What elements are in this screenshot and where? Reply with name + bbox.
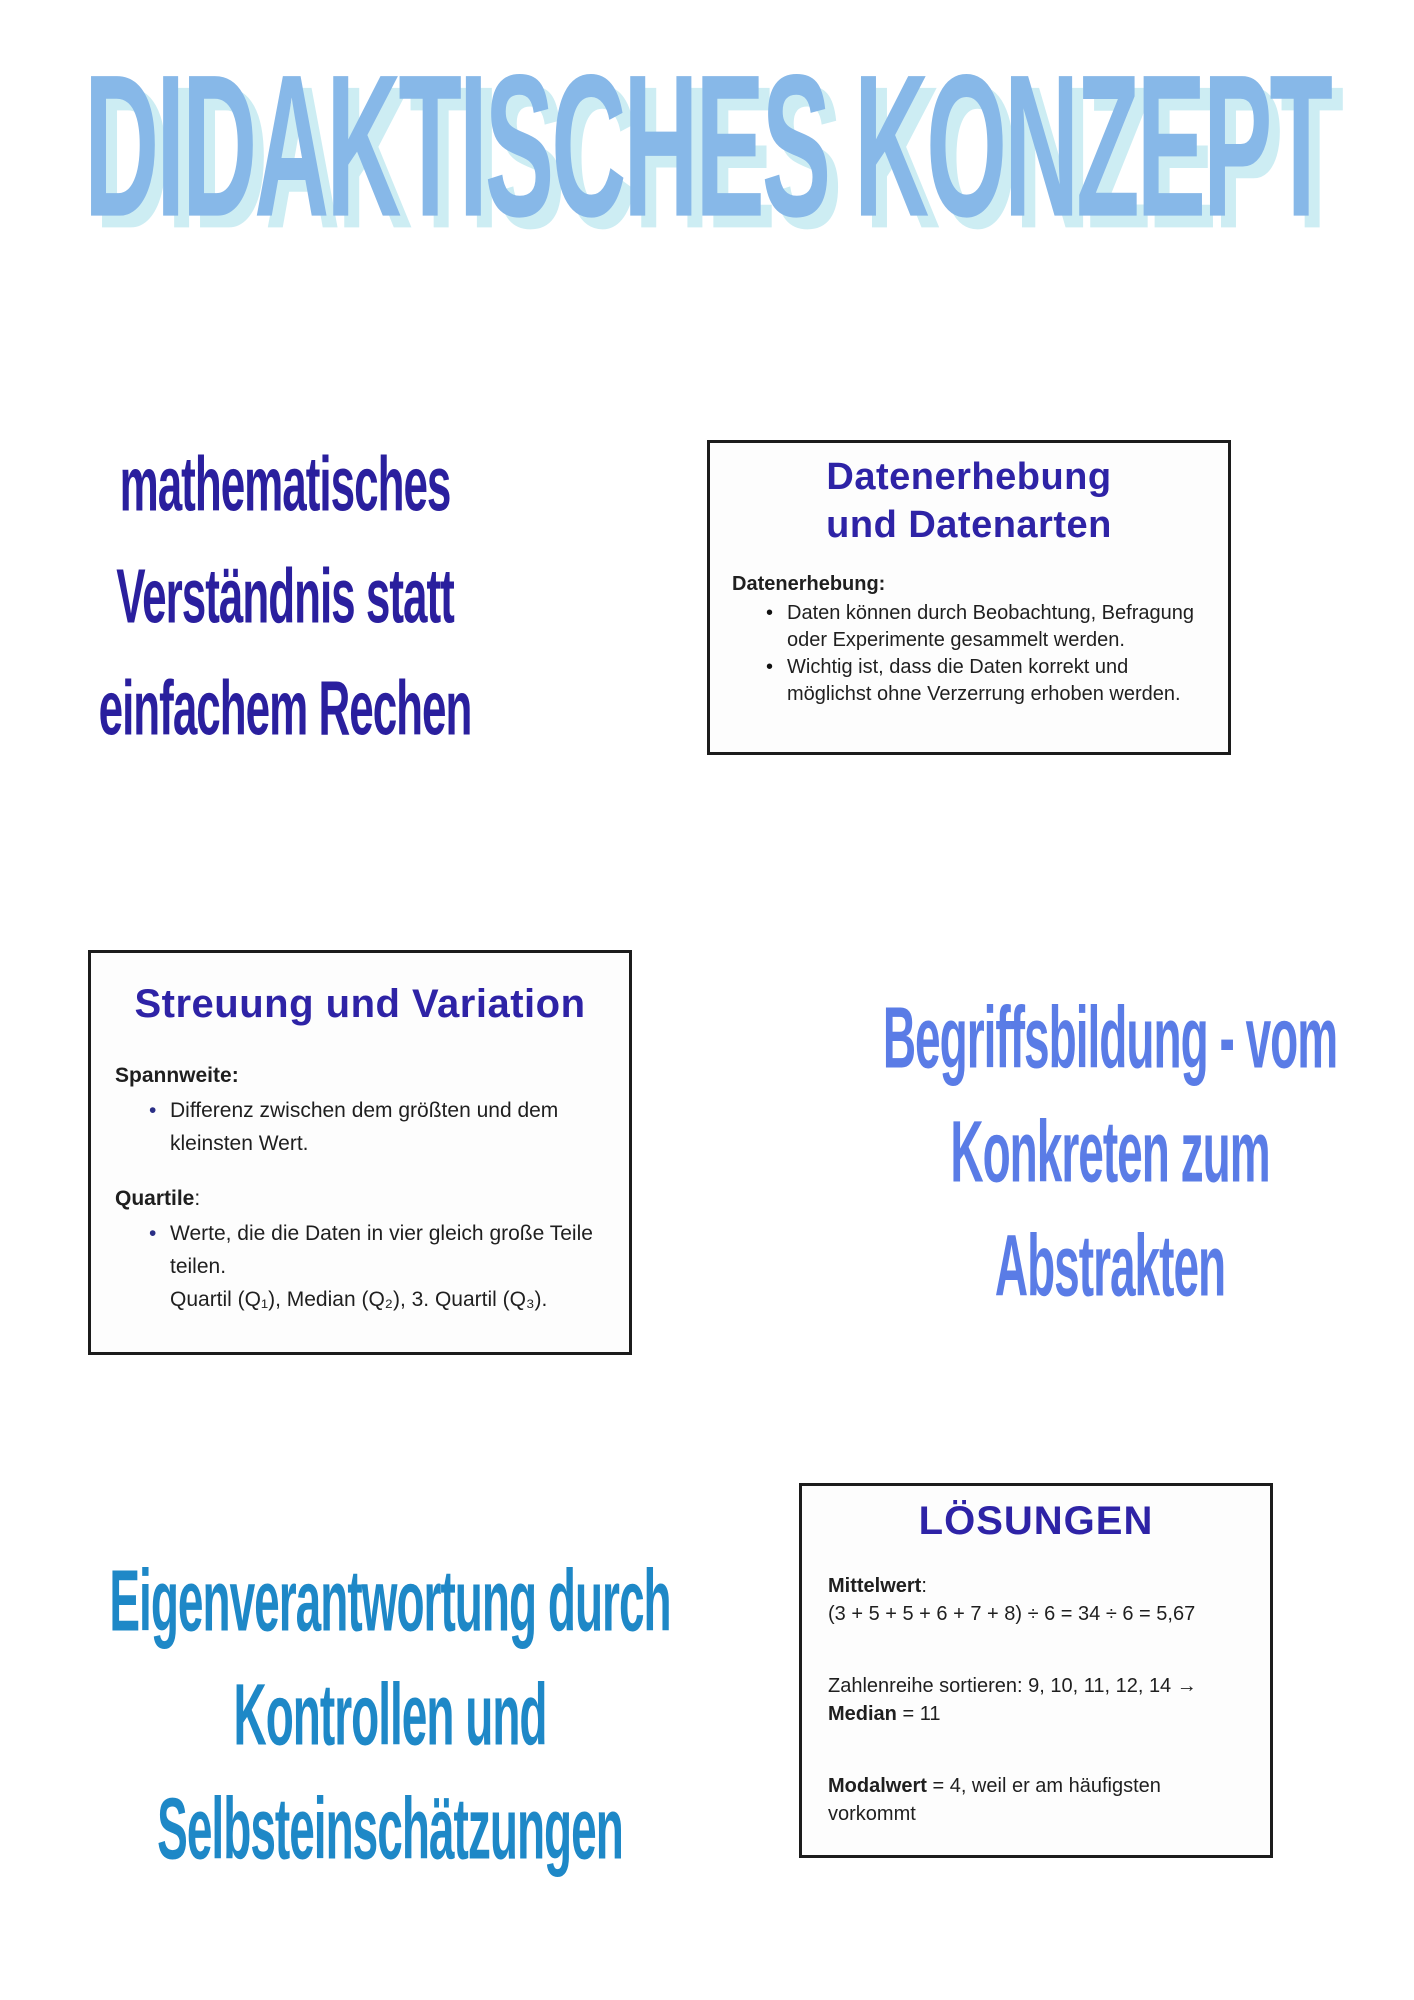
poster-title: DIDAKTISCHES KONZEPT xyxy=(84,34,1330,261)
statement-line: Begriffsbildung - vom xyxy=(882,987,1338,1087)
section-heading: Spannweite: xyxy=(115,1064,239,1087)
statement-concept-building xyxy=(845,980,1375,1322)
statement-line: Kontrollen und xyxy=(233,1664,547,1764)
bullet-list xyxy=(115,1217,609,1283)
solution-text: = 4, weil er am häufigsten vorkommt xyxy=(828,1775,1161,1825)
card-body xyxy=(802,1572,1270,1828)
card-title-line: Datenerhebung xyxy=(826,456,1112,498)
solution-text: = 11 xyxy=(896,1703,941,1725)
section-heading-colon: : xyxy=(194,1187,201,1210)
solution-heading-row xyxy=(828,1572,1246,1600)
section-heading: Datenerhebung: xyxy=(732,573,886,595)
solution-text: Zahlenreihe sortieren: 9, 10, 11, 12, 14 → xyxy=(828,1675,1197,1697)
section-heading-row xyxy=(115,1182,609,1215)
bullet-list xyxy=(115,1094,609,1160)
card-body xyxy=(710,571,1228,708)
statement-line: Abstrakten xyxy=(994,1215,1226,1315)
card-title-line: und Datenarten xyxy=(826,504,1112,546)
card-title: LÖSUNGEN xyxy=(918,1499,1154,1543)
card-body xyxy=(91,1059,629,1316)
statement-self-responsibility xyxy=(80,1543,700,1885)
bullet-item: • Differenz zwischen dem größten und dem kleinsten Wert. xyxy=(149,1094,609,1160)
card-streuung xyxy=(88,950,632,1355)
bullet-item: • Wichtig ist, dass die Daten korrekt und möglichst ohne Verzerrung erhoben werden. xyxy=(766,654,1208,708)
statement-line: Selbsteinschätzungen xyxy=(157,1778,623,1878)
solution-formula: (3 + 5 + 5 + 6 + 7 + 8) ÷ 6 = 34 ÷ 6 = 5,67 xyxy=(828,1603,1196,1625)
card-loesungen xyxy=(799,1483,1273,1858)
bullet-item: • Werte, die die Daten in vier gleich große Teile teilen. xyxy=(149,1217,609,1283)
card-datenerhebung xyxy=(707,440,1231,755)
card-title xyxy=(710,453,1228,549)
solution-term: Modalwert xyxy=(828,1775,927,1797)
statement-line: Konkreten zum xyxy=(950,1101,1270,1201)
statement-line: einfachem Rechen xyxy=(98,666,472,752)
bullet-list xyxy=(732,600,1208,708)
statement-math-understanding xyxy=(25,430,545,766)
quartile-note: Quartil (Q₁), Median (Q₂), 3. Quartil (Q₃). xyxy=(170,1288,548,1311)
statement-line: mathematisches xyxy=(119,442,451,528)
solution-term: Mittelwert xyxy=(828,1575,922,1597)
statement-line: Eigenverantwortung durch xyxy=(109,1550,671,1650)
solution-term: Median xyxy=(828,1703,897,1725)
bullet-item: • Daten können durch Beobachtung, Befragung oder Experimente gesammelt werden. xyxy=(766,600,1208,654)
statement-line: Verständnis statt xyxy=(116,554,454,640)
solution-mittelwert xyxy=(828,1572,1246,1628)
solution-median xyxy=(828,1672,1246,1728)
section-heading: Quartile xyxy=(115,1187,195,1210)
solution-modalwert xyxy=(828,1772,1246,1828)
solution-colon: : xyxy=(921,1575,927,1597)
card-title: Streuung und Variation xyxy=(134,982,586,1026)
